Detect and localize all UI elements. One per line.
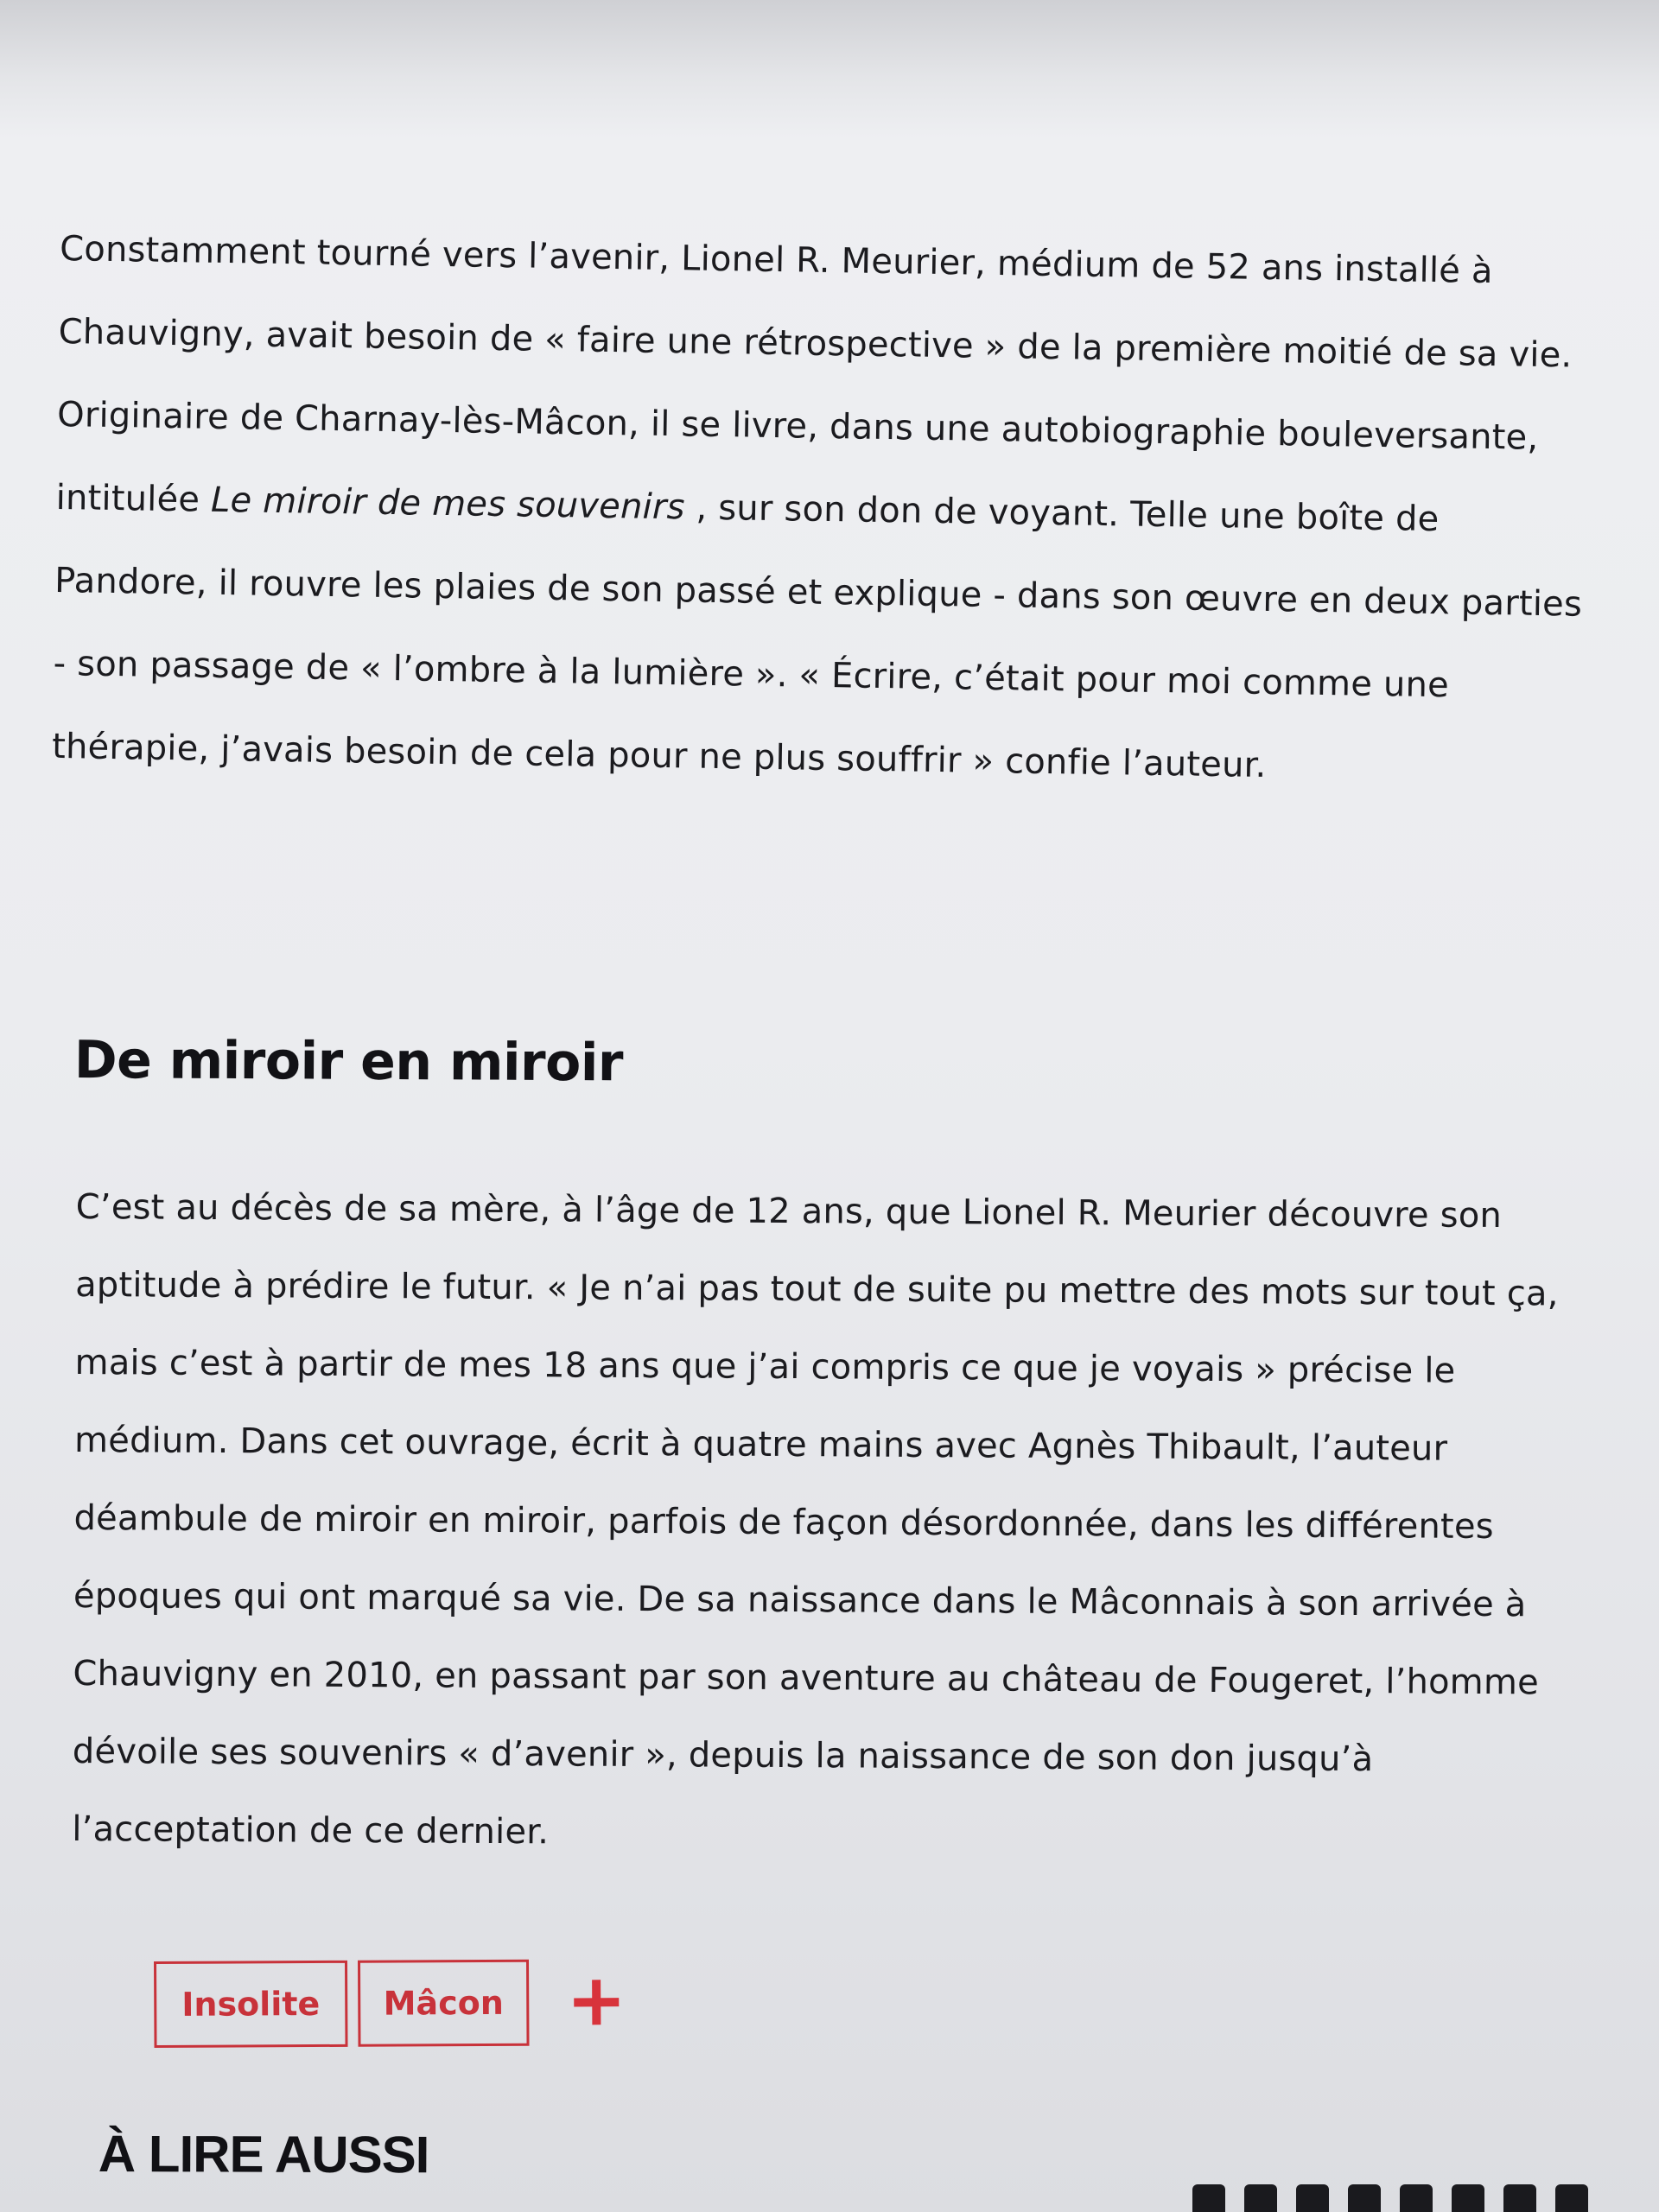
intro-text-start: Constamment tourné vers l’avenir, Lionel R. Meurier, médium de 52 ans installé à Chauvigny, avait besoin de « faire une rétrospective » de la première moitié de sa vie. Originaire de Charnay-lès-Mâcon, il se livre, dans une autobiographie bouleversante, intitulée: [55, 228, 1573, 520]
article-paragraph-body: C’est au décès de sa mère, à l’âge de 12 ans, que Lionel R. Meurier découvre son aptitude à prédire le futur. « Je n’ai pas tout de suite pu mettre des mots sur tout ça, mais c’est à partir de mes 18 ans que j’ai compris ce que je voyais » précise le médium. Dans cet ouvrage, écrit à quatre mains avec Agnès Thibault, l’auteur déambule de miroir en miroir, parfois de façon désordonnée, dans les différentes époques qui ont marqué sa vie. De sa naissance dans le Mâconnais à son arrivée à Chauvigny en 2010, en passant par son aventure au château de Fougeret, l’homme dévoile ses souvenirs « d’avenir », depuis la naissance de son don jusqu’à l’acceptation de ce dernier.: [72, 1186, 1559, 1853]
tag-macon-button[interactable]: Mâcon: [358, 1960, 530, 2047]
intro-text-end: , sur son don de voyant. Telle une boîte de Pandore, il rouvre les plaies de son passé et explique - dans son œuvre en deux parties - son passage de « l’ombre à la lumière ». « Écrire, c’était pour moi comme une thérapie, j’avais besoin de cela pour ne plus souffrir » confie l’auteur.: [51, 487, 1583, 785]
plus-icon[interactable]: [574, 1980, 619, 2024]
article-paragraph-intro: [51, 207, 1598, 812]
section-subheading: De miroir en miroir: [73, 1030, 624, 1094]
book-title: Le miroir de mes souvenirs: [210, 480, 685, 528]
tag-insolite-button[interactable]: Insolite: [154, 1961, 348, 2048]
cropped-text-fragment: [1192, 2184, 1659, 2212]
tag-list: [154, 1959, 620, 2048]
read-also-heading: À LIRE AUSSI: [98, 2125, 429, 2184]
